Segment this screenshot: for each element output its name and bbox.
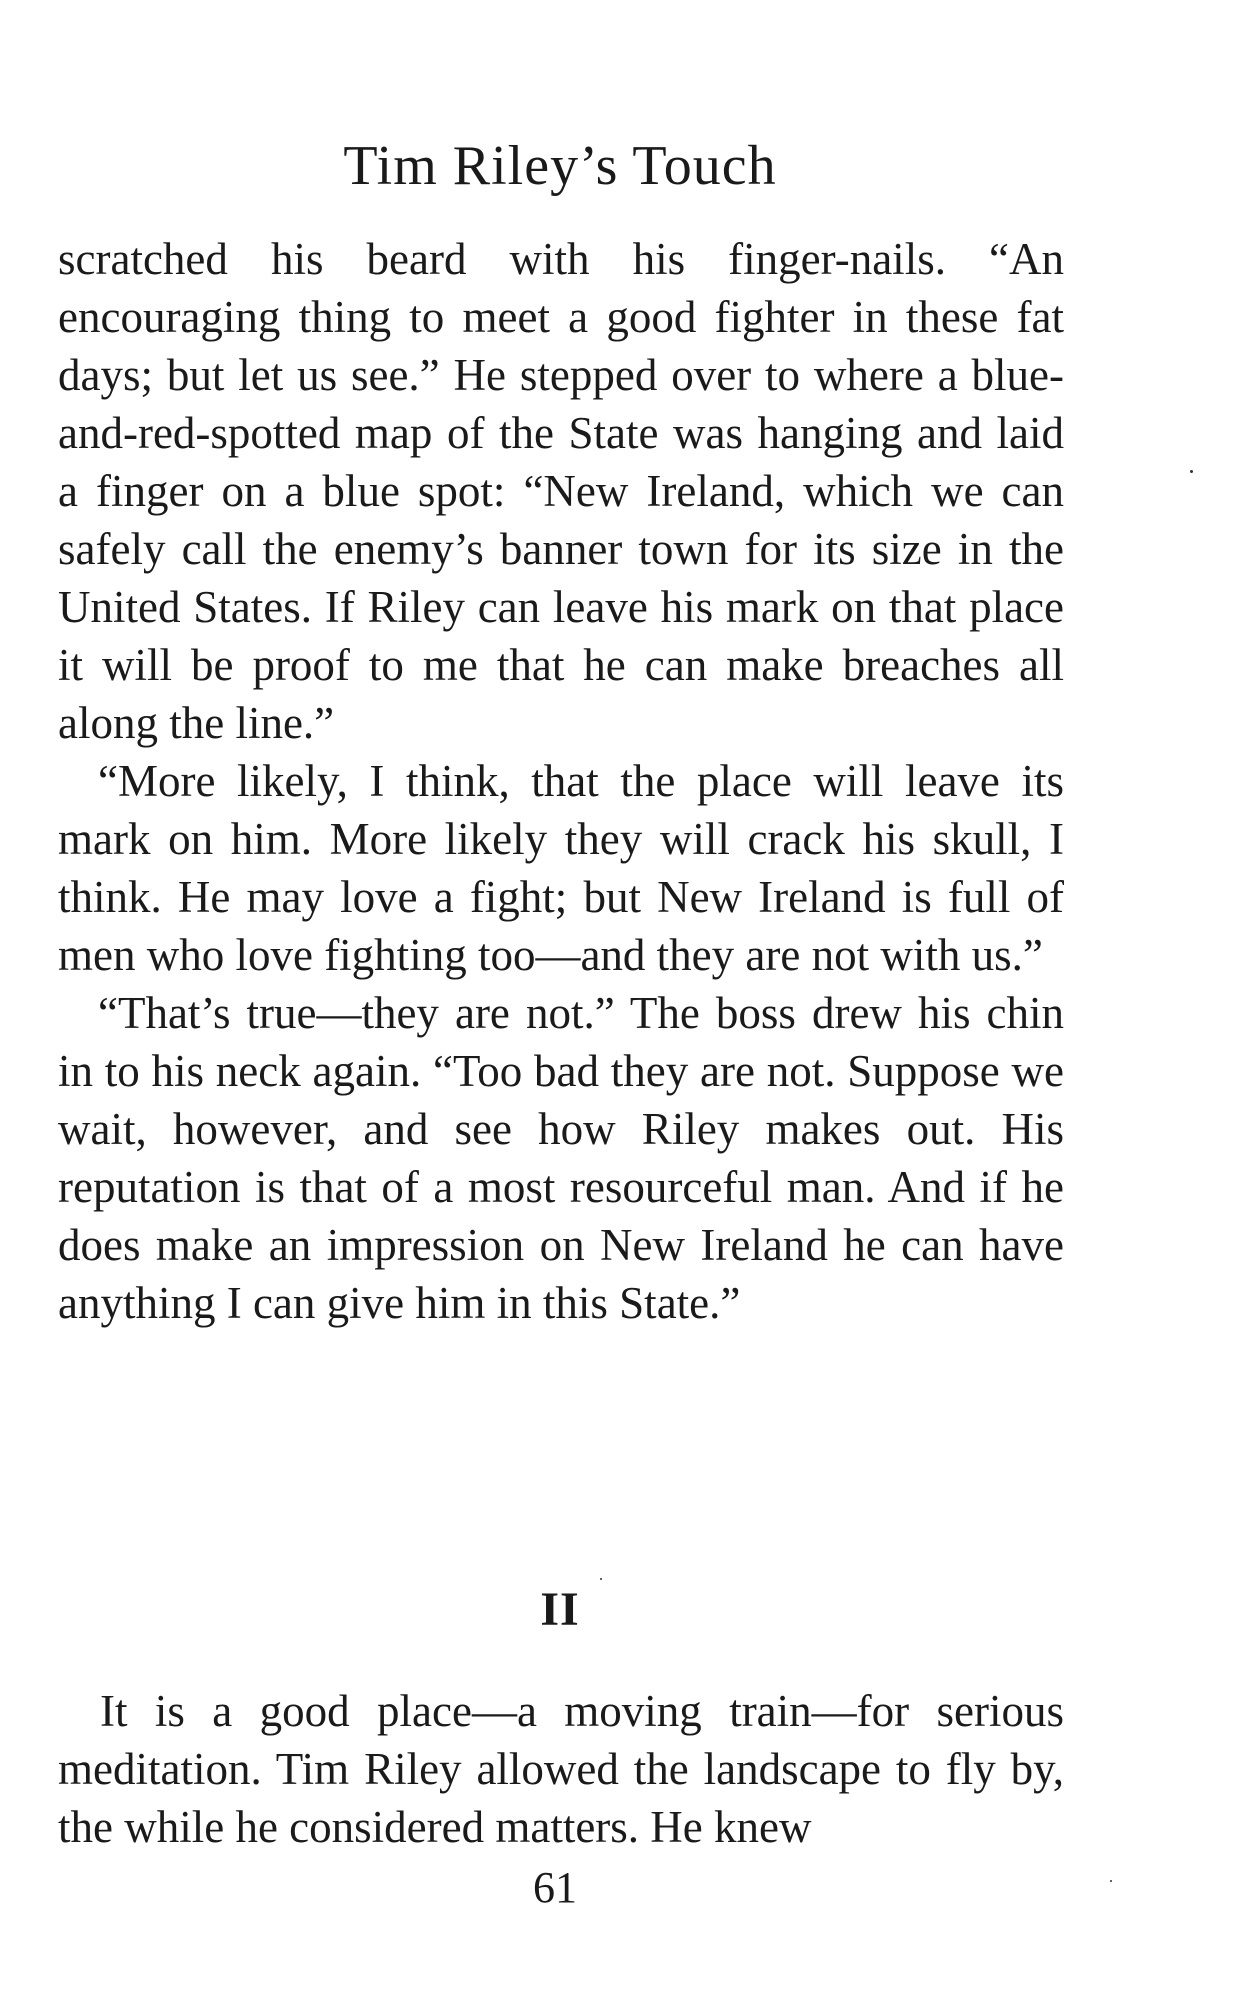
paragraph-reply: “More likely, I think, that the place will leave its mark on him. More likely they will crack his skull, I think. He may love a fight; but New Ireland is full of men who love fighting too—and they are not with us.” (58, 756, 1064, 980)
page-number: 61 (533, 1863, 577, 1912)
body-text (58, 230, 1064, 1332)
section-opening-paragraph: It is a good place—a moving train—for serious meditation. Tim Riley allowed the landscape to fly by, the while he considered matters. He knew (58, 1686, 1064, 1852)
paper-speck (600, 1578, 602, 1580)
paragraph-continuation: scratched his beard with his finger-nails. “An encouraging thing to meet a good fighter in these fat days; but let us see.” He stepped over to where a blue-and-red-spotted map of the State was hanging and laid a finger on a blue spot: “New Ireland, which we can safely call the enemy’s banner town for its size in the United States. If Riley can leave his mark on that place it will be proof to me that he can make breaches all along the line.” (58, 234, 1064, 748)
section-text (58, 1682, 1064, 1856)
paper-speck (1190, 470, 1193, 473)
paper-speck (1110, 1880, 1112, 1882)
running-head: Tim Riley’s Touch (343, 135, 777, 197)
paragraph-boss-response: “That’s true—they are not.” The boss drew his chin in to his neck again. “Too bad they are not. Suppose we wait, however, and see how Riley makes out. His reputation is that of a most resourceful man. And if he does make an impression on New Ireland he can have anything I can give him in this State.” (58, 988, 1064, 1328)
section-heading: II (540, 1583, 580, 1636)
